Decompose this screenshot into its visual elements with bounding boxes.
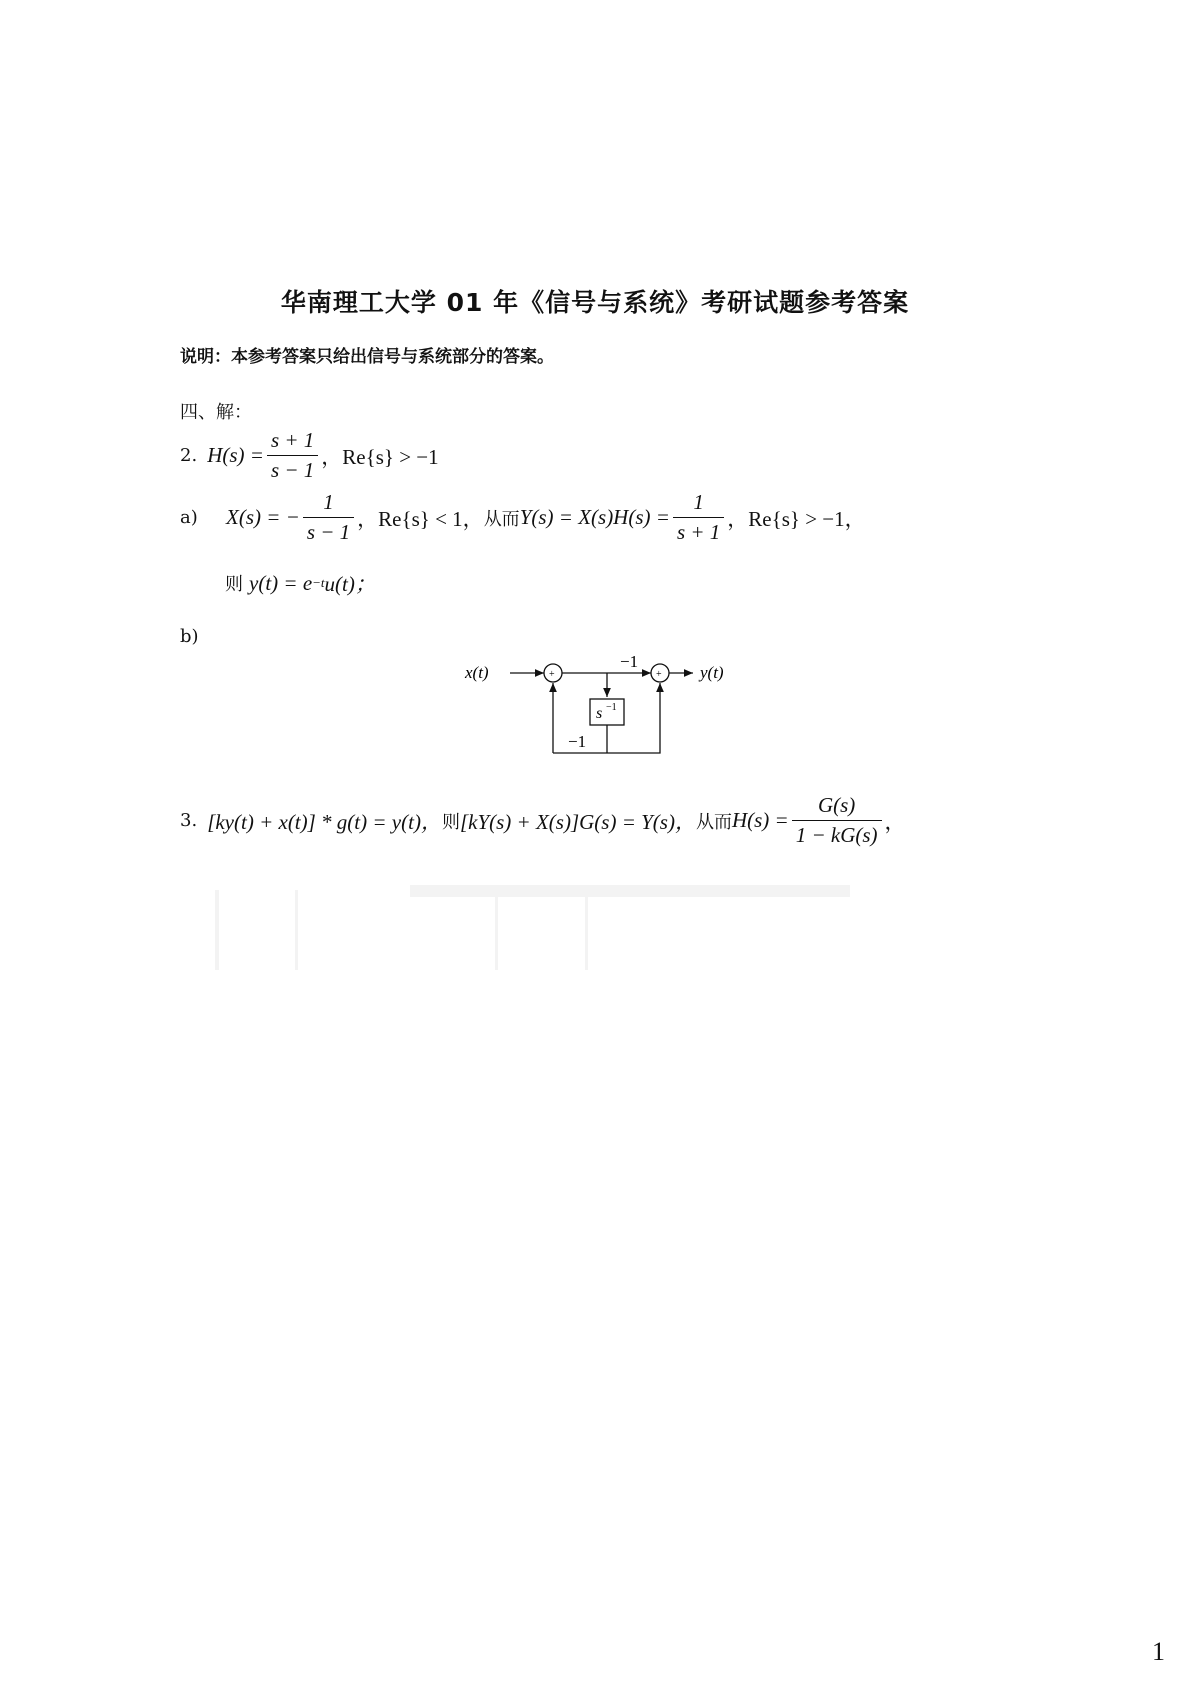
qa-mid: Y(s) = X(s)H(s) = [519, 505, 670, 529]
adder-1-sign: + [549, 669, 555, 680]
gain-top-label: −1 [620, 652, 639, 671]
q2-label: 2. [180, 445, 198, 466]
section-heading: 四、解： [180, 402, 252, 423]
qa-label: a) [180, 507, 198, 528]
qa-fraction-1 [303, 490, 354, 545]
q2-roc: ，Re{s} > −1 [321, 444, 439, 469]
q3-tail: ， [884, 809, 906, 834]
page-number: 1 [1152, 1637, 1165, 1666]
question-3 [180, 793, 906, 848]
q3-lhs: H(s) = [731, 808, 789, 832]
qa-roc-2: ，Re{s} > −1， [727, 506, 866, 531]
qa-then: 则 [225, 574, 243, 595]
qa-roc: ，Re{s} < 1， [357, 506, 484, 531]
q2-numerator: s + 1 [267, 428, 318, 456]
qa-result: y(t) = e [249, 570, 313, 595]
qa-numerator-1: 1 [303, 490, 354, 518]
q3-eq1: [ky(t) + x(t)] * g(t) = y(t)， [207, 809, 442, 834]
qa-fraction-2 [673, 490, 724, 545]
diagram-output-label: y(t) [700, 663, 724, 682]
diagram-input-label: x(t) [465, 663, 489, 682]
qa-denominator-1: s − 1 [306, 520, 351, 544]
gain-bottom-label: −1 [568, 732, 587, 751]
question-2 [180, 428, 439, 483]
q2-lhs: H(s) = [207, 443, 264, 467]
q3-fraction [792, 793, 882, 848]
qa-numerator-2: 1 [673, 490, 724, 518]
q3-label: 3. [180, 810, 198, 831]
q3-denominator: 1 − kG(s) [795, 823, 878, 847]
adder-2-sign: + [656, 669, 662, 680]
q3-then: 则 [441, 811, 460, 833]
block-diagram [450, 650, 750, 770]
delay-block-sup: −1 [606, 702, 617, 713]
q2-denominator: s − 1 [270, 458, 315, 482]
q3-conj: 从而 [695, 811, 732, 833]
scan-artifact [585, 895, 588, 970]
qa-exponent: −t [312, 575, 325, 590]
note: 说明：本参考答案只给出信号与系统部分的答案。 [180, 347, 554, 367]
q3-eq2: [kY(s) + X(s)]G(s) = Y(s)， [459, 809, 696, 834]
qa-lhs: X(s) = − [226, 505, 300, 529]
scan-artifact [295, 890, 298, 970]
q2-fraction [267, 428, 318, 483]
delay-block-label: s [596, 705, 603, 722]
qb-label: b) [180, 626, 199, 647]
qa-result-tail: u(t)； [324, 572, 376, 596]
qa-conj: 从而 [483, 508, 520, 530]
scan-artifact [410, 885, 850, 897]
qa-result-line [225, 568, 376, 598]
q3-numerator: G(s) [792, 793, 882, 821]
question-a [180, 490, 866, 545]
qa-denominator-2: s + 1 [676, 520, 721, 544]
scan-artifact [495, 895, 498, 970]
scan-artifact [215, 890, 219, 970]
page-title: 华南理工大学 01 年《信号与系统》考研试题参考答案 [280, 288, 910, 317]
